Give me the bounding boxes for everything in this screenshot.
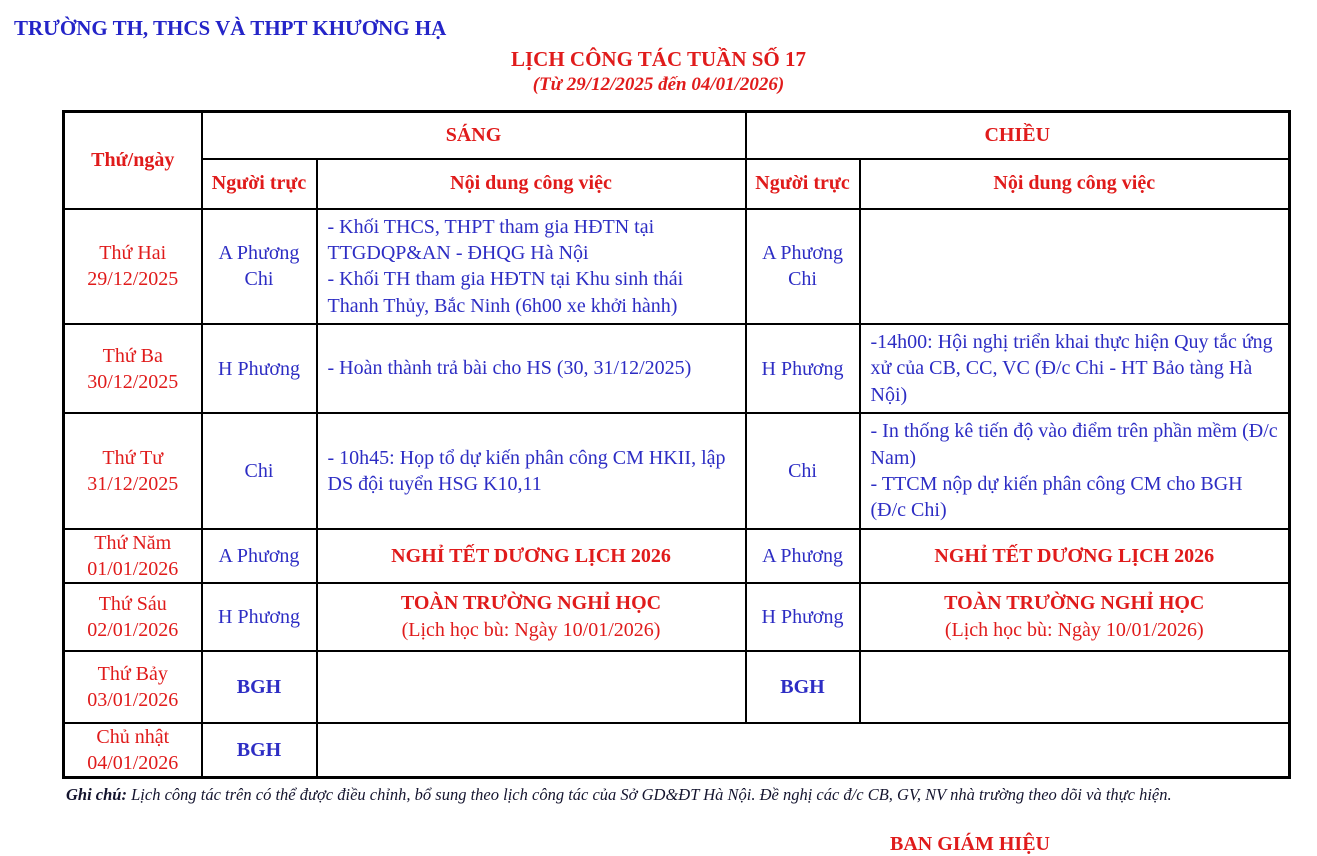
day-date: 04/01/2026: [87, 752, 179, 775]
work-content-pm: [860, 529, 1290, 583]
work-item: - TTCM nộp dự kiến phân công CM cho BGH (Đ/c Chi): [870, 473, 1243, 522]
footnote-text: Lịch công tác trên có thể được điều chỉnh, bổ sung theo lịch công tác của Sở GD&ĐT Hà Nội. Đề nghị các đ/c CB, GV, NV nhà trường theo dõi và thực hiện.: [126, 785, 1172, 805]
makeup-schedule-note: (Lịch học bù: Ngày 10/01/2026): [944, 618, 1204, 641]
day-date: 03/01/2026: [87, 688, 179, 711]
person-on-duty-am: H Phương: [202, 583, 317, 651]
work-content-am: [317, 324, 746, 413]
signature-block: BAN GIÁM HIỆU: [889, 833, 1050, 856]
person-on-duty-pm: BGH: [746, 651, 860, 723]
work-content-pm: [860, 583, 1290, 651]
day-cell: [64, 529, 202, 583]
day-name: Thứ Tư: [102, 447, 164, 470]
table-row-sunday: [64, 723, 1290, 778]
work-content-pm: [860, 209, 1290, 325]
work-item: - In thống kê tiến độ vào điểm trên phần mềm (Đ/c Nam): [870, 420, 1278, 469]
day-name: Thứ Hai: [99, 242, 167, 265]
work-content-pm: [860, 324, 1290, 413]
work-item: - Khối THCS, THPT tham gia HĐTN tại TTGDQP&AN - ĐHQG Hà Nội: [327, 215, 655, 264]
person-on-duty-am: H Phương: [202, 324, 317, 413]
table-header-row-2: [64, 159, 1290, 209]
day-name: Thứ Ba: [102, 344, 163, 367]
column-header-person-am: Người trực: [202, 159, 317, 209]
day-cell: [64, 209, 202, 325]
work-content-pm: [860, 651, 1290, 723]
column-header-morning: SÁNG: [202, 112, 746, 159]
day-date: 29/12/2025: [87, 268, 179, 291]
footnote: [66, 785, 1317, 805]
column-header-person-pm: Người trực: [746, 159, 860, 209]
page-title: LỊCH CÔNG TÁC TUẦN SỐ 17: [510, 47, 807, 71]
table-row-monday: [64, 209, 1290, 325]
work-content-am: [317, 209, 746, 325]
table-row-tuesday: [64, 324, 1290, 413]
day-name: Thứ Bảy: [97, 662, 168, 685]
day-cell: [64, 583, 202, 651]
day-date: 02/01/2026: [87, 618, 179, 641]
table-row-wednesday: [64, 413, 1290, 529]
day-cell: [64, 723, 202, 778]
work-item: -14h00: Hội nghị triển khai thực hiện Quy tắc ứng xử của CB, CC, VC (Đ/c Chi - HT Bảo tàng Hà Nội): [870, 331, 1273, 406]
day-date: 31/12/2025: [87, 473, 179, 496]
work-content-merged: [317, 723, 1290, 778]
work-content-am: [317, 529, 746, 583]
work-item: - Hoàn thành trả bài cho HS (30, 31/12/2025): [327, 357, 692, 380]
day-cell: [64, 651, 202, 723]
work-content-am: [317, 583, 746, 651]
day-name: Thứ Sáu: [98, 592, 167, 615]
weekly-schedule-table: [62, 110, 1291, 779]
school-name: TRƯỜNG TH, THCS VÀ THPT KHƯƠNG HẠ: [14, 16, 447, 40]
day-date: 01/01/2026: [87, 557, 179, 580]
work-content-am: [317, 413, 746, 529]
day-name: Chủ nhật: [96, 726, 170, 749]
person-on-duty-am: A Phương: [202, 529, 317, 583]
column-header-content-am: Nội dung công việc: [317, 159, 746, 209]
holiday-notice: NGHỈ TẾT DƯƠNG LỊCH 2026: [391, 544, 671, 567]
table-header-row-1: [64, 112, 1290, 159]
day-name: Thứ Năm: [94, 531, 172, 554]
person-on-duty-pm: A Phương: [746, 529, 860, 583]
person-on-duty-pm: H Phương: [746, 583, 860, 651]
person-on-duty-pm: A Phương Chi: [746, 209, 860, 325]
holiday-notice: TOÀN TRƯỜNG NGHỈ HỌC: [944, 592, 1205, 615]
work-content-am: [317, 651, 746, 723]
table-row-thursday: [64, 529, 1290, 583]
person-on-duty-am: Chi: [202, 413, 317, 529]
makeup-schedule-note: (Lịch học bù: Ngày 10/01/2026): [401, 618, 661, 641]
person-on-duty-am: A Phương Chi: [202, 209, 317, 325]
date-range-subtitle: (Từ 29/12/2025 đến 04/01/2026): [532, 74, 785, 95]
column-header-content-pm: Nội dung công việc: [860, 159, 1290, 209]
work-content-pm: [860, 413, 1290, 529]
day-date: 30/12/2025: [87, 370, 179, 393]
day-cell: [64, 324, 202, 413]
table-row-saturday: [64, 651, 1290, 723]
person-on-duty-am: BGH: [202, 651, 317, 723]
column-header-day: Thứ/ngày: [64, 112, 202, 209]
day-cell: [64, 413, 202, 529]
person-on-duty-pm: H Phương: [746, 324, 860, 413]
person-on-duty-pm: Chi: [746, 413, 860, 529]
holiday-notice: TOÀN TRƯỜNG NGHỈ HỌC: [400, 592, 662, 615]
table-row-friday: [64, 583, 1290, 651]
work-item: - Khối TH tham gia HĐTN tại Khu sinh thái Thanh Thủy, Bắc Ninh (6h00 xe khởi hành): [327, 268, 684, 317]
holiday-notice: NGHỈ TẾT DƯƠNG LỊCH 2026: [934, 544, 1215, 567]
work-item: - 10h45: Họp tổ dự kiến phân công CM HKII, lập DS đội tuyển HSG K10,11: [327, 446, 726, 496]
footnote-label: Ghi chú:: [66, 785, 127, 805]
person-on-duty-am: BGH: [202, 723, 317, 778]
column-header-afternoon: CHIỀU: [746, 112, 1290, 159]
